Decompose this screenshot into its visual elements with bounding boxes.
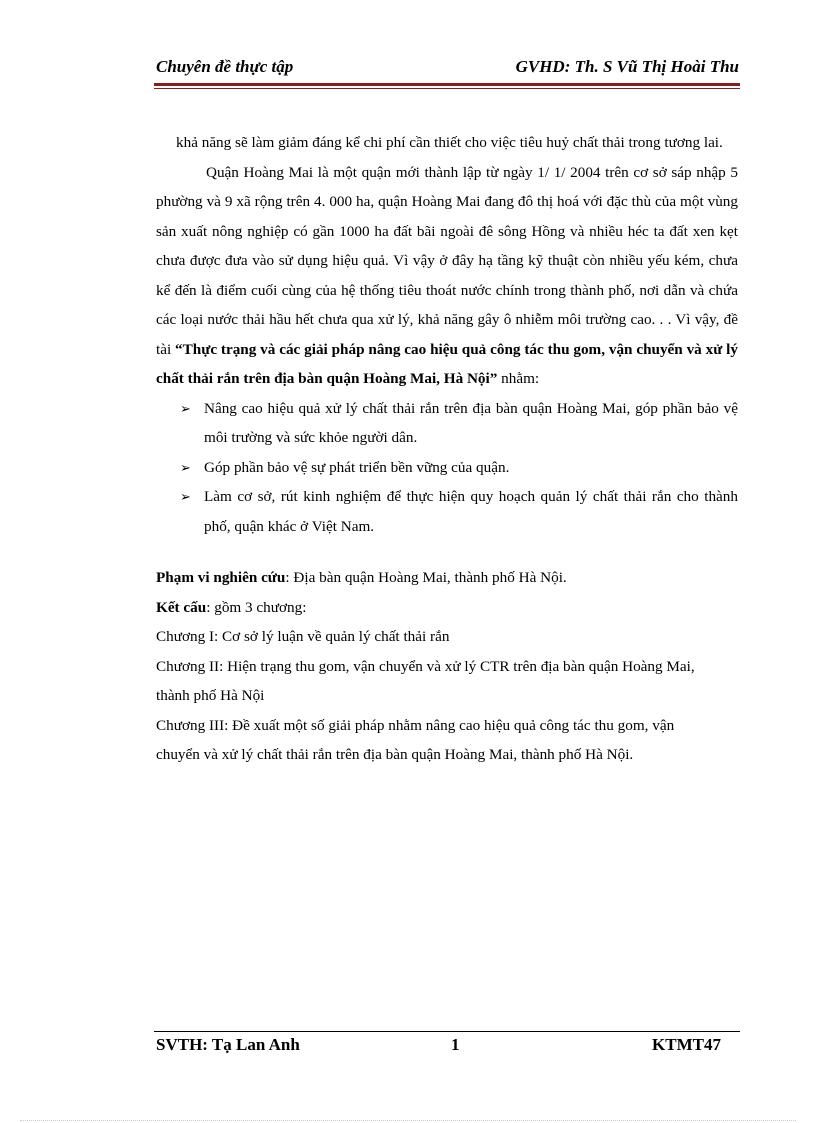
objectives-list xyxy=(156,394,738,542)
chapter-3: Chương III: Đề xuất một số giải pháp nhằm nâng cao hiệu quả công tác thu gom, vận chuyển và xử lý chất thải rắn trên địa bàn quận Hoàng Mai, thành phố Hà Nội. xyxy=(156,716,675,763)
intro-end: nhằm: xyxy=(497,370,540,387)
scope-label: Phạm vi nghiên cứu xyxy=(156,569,286,586)
header-rule-thin xyxy=(154,88,740,89)
research-scope xyxy=(156,563,738,593)
list-item: ➢ Làm cơ sở, rút kinh nghiệm để thực hiện quy hoạch quản lý chất thải rắn cho thành phố, quận khác ở Việt Nam. xyxy=(156,482,738,541)
header-rule-thick xyxy=(154,83,740,86)
chapter-1: Chương I: Cơ sở lý luận về quản lý chất thải rắn xyxy=(156,628,450,645)
structure-text: : gồm 3 chương: xyxy=(206,598,307,616)
structure-label: Kết cấu xyxy=(156,598,207,616)
footer-student: SVTH: Tạ Lan Anh xyxy=(156,1035,300,1054)
document-body xyxy=(156,128,738,770)
arrowhead-bullet-icon: ➢ xyxy=(180,459,191,475)
list-item: ➢ Góp phần bảo vệ sự phát triển bền vững của quận. xyxy=(156,453,738,483)
page-number: 1 xyxy=(451,1035,460,1054)
intro-text: Quận Hoàng Mai là một quận mới thành lập từ ngày 1/ 1/ 2004 trên cơ sở sáp nhập 5 phường và 9 xã rộng trên 4. 000 ha, quận Hoàng Mai đang đô thị hoá với đặc thù của một vùng sản xuất nông nghiệp có gần 1000 ha đất bãi ngoài đê sông Hồng và nhiều héc ta đất xen kẹt chưa được đưa vào sử dụng hiệu quả. Vì vậy ở đây hạ tầng kỹ thuật còn nhiều yếu kém, chưa kể đến là điểm cuối cùng của hệ thống tiêu thoát nước chính trong thành phố, nơi dẫn và chứa các loại nước thải hầu hết chưa qua xử lý, khả năng gây ô nhiễm môi trường cao. . . Vì vậy, đề tài xyxy=(156,163,738,358)
footer-class: KTMT47 xyxy=(652,1035,721,1054)
paragraph-continuation: khả năng sẽ làm giảm đáng kể chi phí cần thiết cho việc tiêu huỷ chất thải trong tương lai. xyxy=(176,134,723,151)
structure xyxy=(156,593,738,623)
page-footer xyxy=(156,1035,721,1057)
header-supervisor: GVHD: Th. S Vũ Thị Hoài Thu xyxy=(515,57,739,76)
arrowhead-bullet-icon: ➢ xyxy=(180,489,191,504)
list-item: ➢ Nâng cao hiệu quả xử lý chất thải rắn trên địa bàn quận Hoàng Mai, góp phần bảo vệ môi trường và sức khỏe người dân. xyxy=(156,394,738,453)
footer-rule xyxy=(154,1031,740,1032)
page-header xyxy=(156,57,739,79)
page-bottom-edge xyxy=(20,1120,796,1121)
paragraph-introduction xyxy=(156,158,738,394)
chapter-2: Chương II: Hiện trạng thu gom, vận chuyển và xử lý CTR trên địa bàn quận Hoàng Mai, thành phố Hà Nội xyxy=(156,657,695,704)
thesis-title: “Thực trạng và các giải pháp nâng cao hiệu quả công tác thu gom, vận chuyển và xử lý chất thải rắn trên địa bàn quận Hoàng Mai, Hà Nội” xyxy=(156,340,738,387)
scope-text: : Địa bàn quận Hoàng Mai, thành phố Hà Nội. xyxy=(285,569,567,586)
arrowhead-bullet-icon: ➢ xyxy=(180,400,191,416)
header-course-title: Chuyên đề thực tập xyxy=(156,57,294,76)
